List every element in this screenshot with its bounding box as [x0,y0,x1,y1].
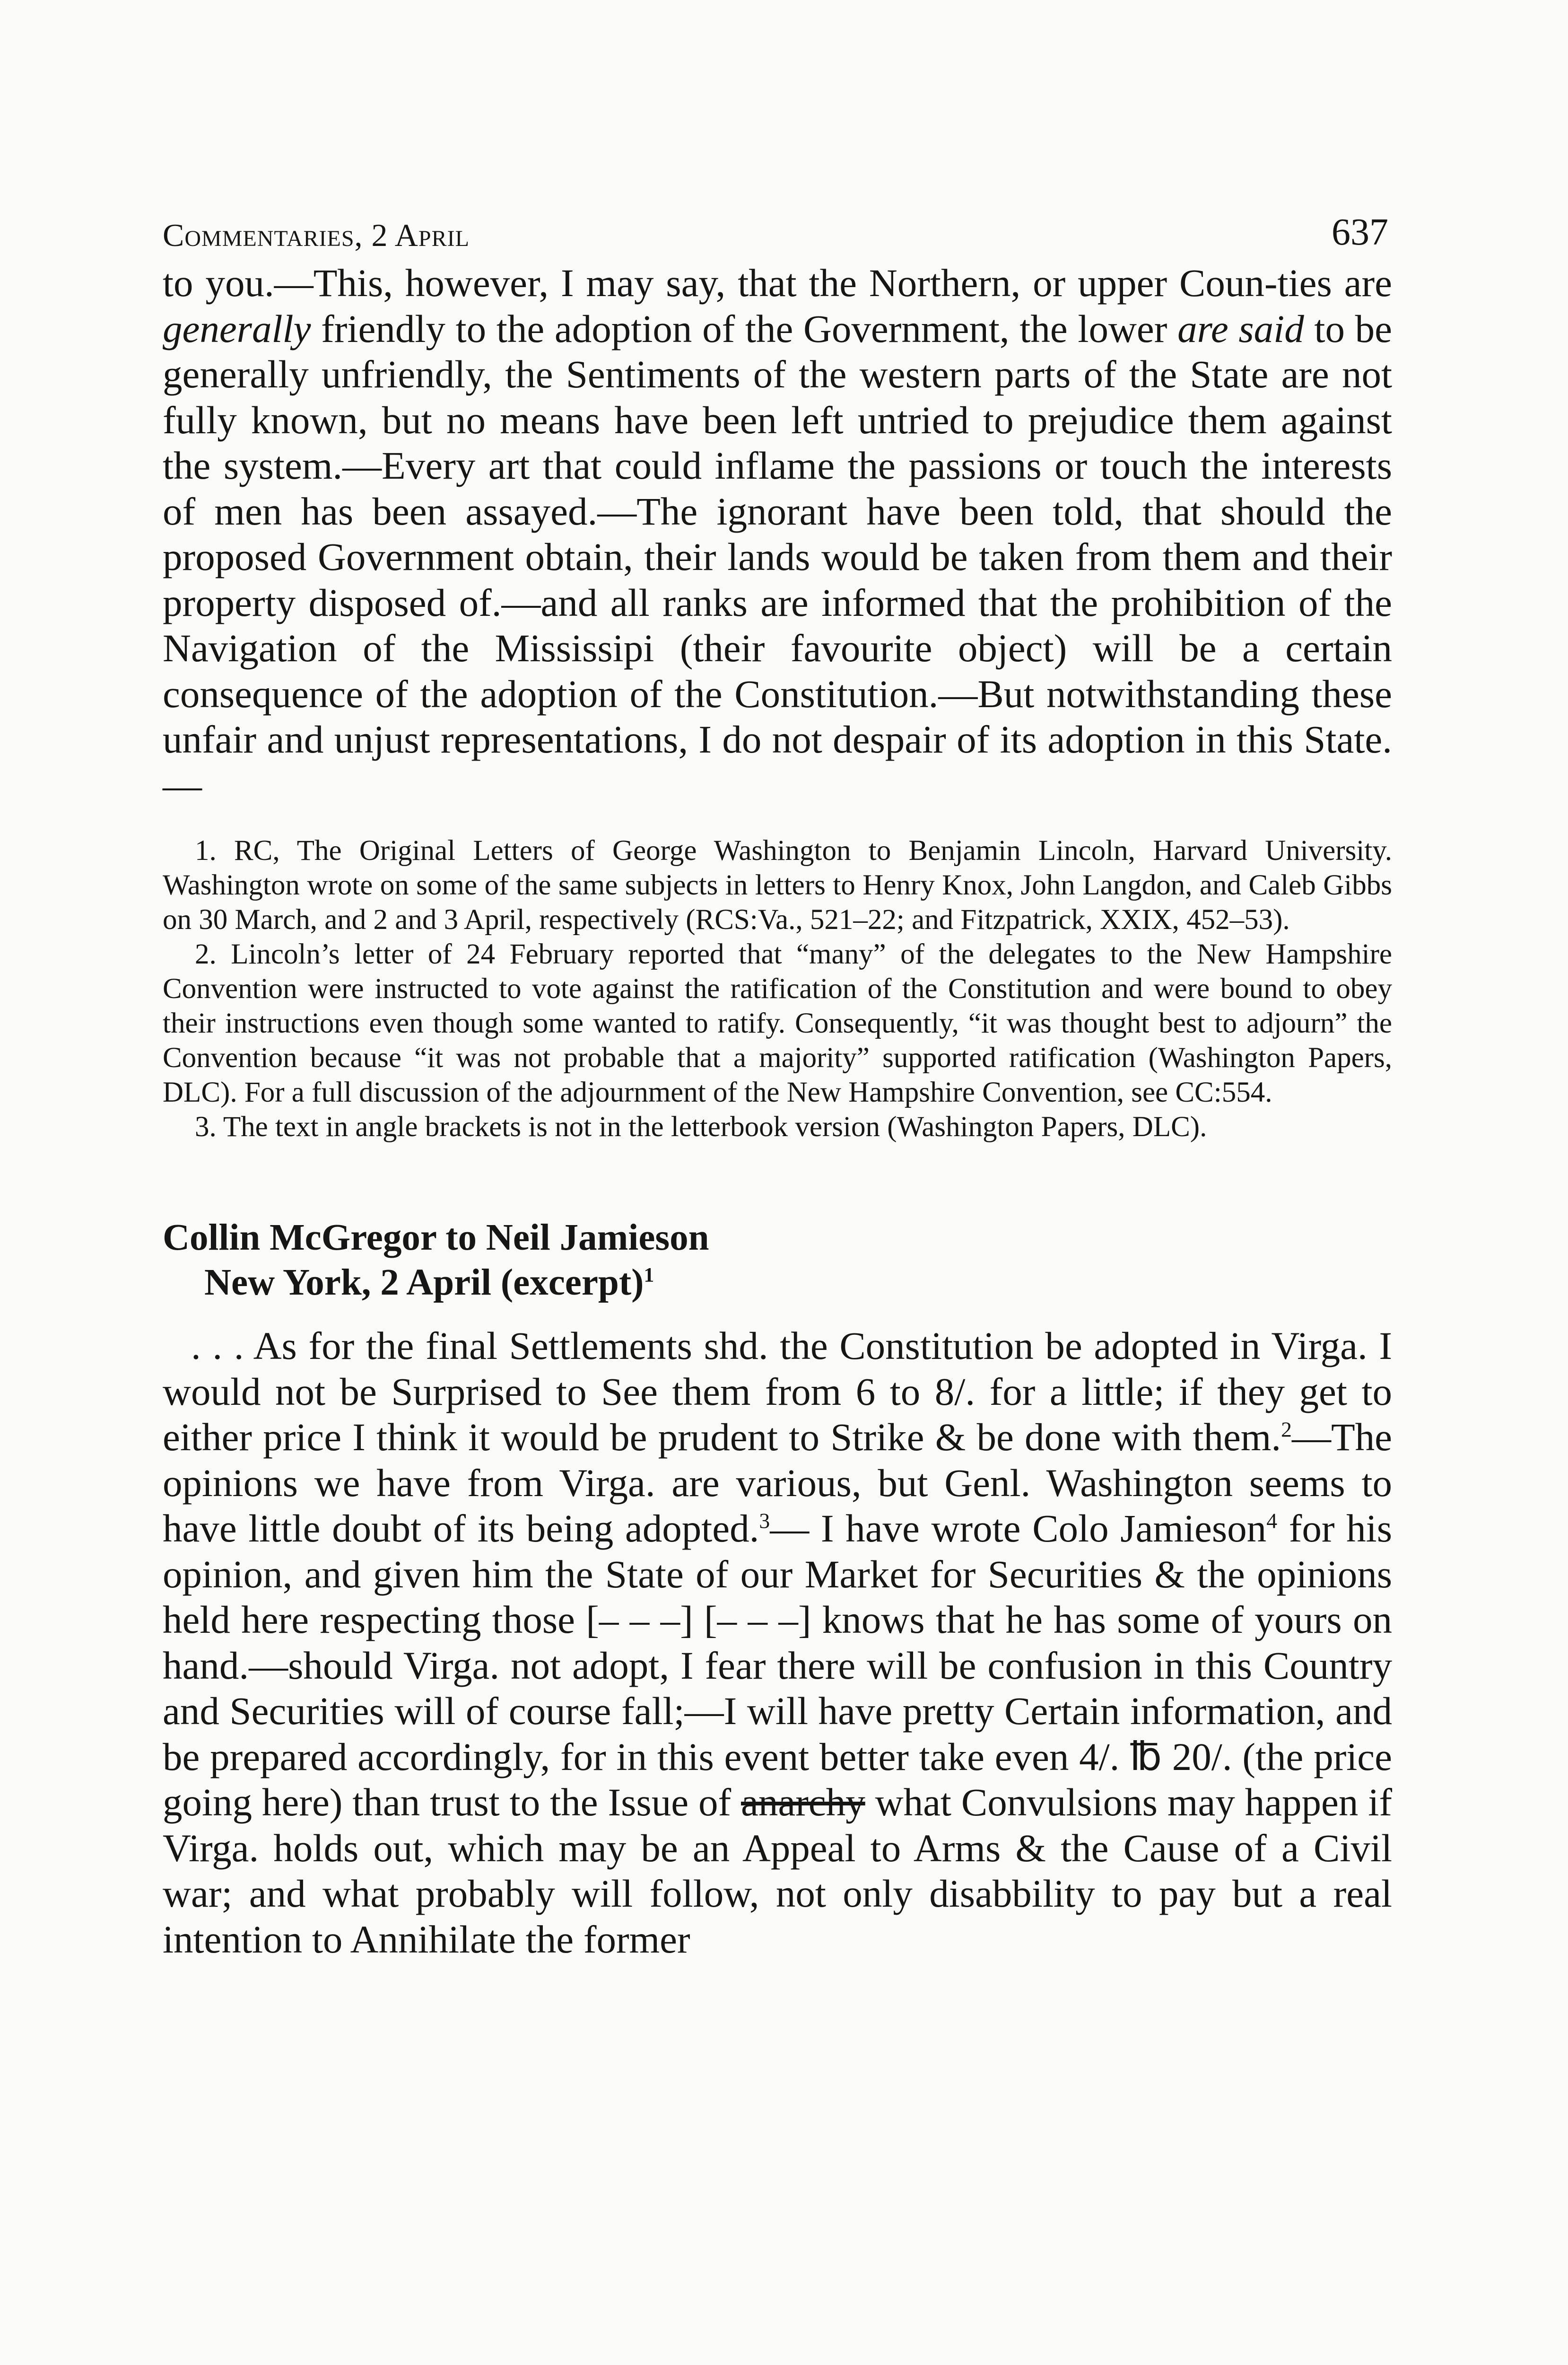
note-3: 3. The text in angle brackets is not in the letterbook version (Washington Papers, DLC). [195,1111,1207,1143]
running-title: Commentaries, 2 April [163,217,470,253]
heading-line-2: New York, 2 April (excerpt)$^1$ [204,1262,654,1303]
note-1: 1. RC, The Original Letters of George Washington to Benjamin Lincoln, Harvard University. Washington wrote on some of the same subjects in letters to Henry Knox, John Langdon, and Caleb Gibbs on 30 March, and 2 and 3 April, respectively (RCS:Va., 521–22; and Fitzpatrick, XXIX, 452–53). [163,835,1392,936]
page-number: 637 [1332,211,1388,253]
continued-letter-text [163,260,1392,808]
book-page [163,208,1392,1962]
emphasis-generally: generally [163,307,311,350]
continued-paragraph: to you.—This, however, I may say, that the Northern, or upper Coun-ties are generally friendly to the adoption of the Government, the lower are said to be generally unfriendly, the Sentiments of the western parts of the State are not fully known, but no means have been left untried to prejudice them against the system.—Every art that could inflame the passions or touch the interests of men has been assayed.—The ignorant have been told, that should the proposed Government obtain, their lands would be taken from them and their property disposed of.—and all ranks are informed that the prohibition of the Navigation of the Mississipi (their favourite object) will be a certain consequence of the adoption of the Constitution.—But notwithstanding these unfair and unjust representations, I do not despair of its adoption in this State.— [163,261,1393,807]
footnote-marker: 4 [1266,1508,1278,1533]
note-2: 2. Lincoln’s letter of 24 February reported that “many” of the delegates to the New Hampshire Convention were instructed to vote against the ratification of the Constitution and were bound to obey their instructions even though some wanted to ratify. Consequently, “it was thought best to adjourn” the Convention because “it was not probable that a majority” supported ratification (Washington Papers, DLC). For a full discussion of the adjournment of the New Hampshire Convention, see CC:554. [163,938,1392,1108]
letter-excerpt [163,1323,1392,1962]
running-head [163,208,1392,260]
footnote-marker: 3 [759,1508,770,1533]
editorial-notes [163,833,1392,1144]
footnote-marker: 1 [644,1263,654,1287]
struck-word: anarchy [741,1780,865,1824]
document-heading [163,1215,1392,1305]
footnote-marker: 2 [1281,1417,1292,1442]
emphasis-are-said: are said [1177,307,1304,350]
excerpt-paragraph: . . . As for the final Settlements shd. the Constitution be adopted in Virga. I would not be Surprised to See them from 6 to 8/. for a little; if they get to either price I think it would be prudent to Strike & be done with them.$^2$—The opinions we have from Virga. are various, but Genl. Washington seems to have little doubt of its being adopted.$^3$— I have wrote Colo Jamieson$^4$ for his opinion, and given him the State of our Market for Securities & the opinions held here respecting those [– – –] [– – –] knows that he has some of yours on hand.—should Virga. not adopt, I fear there will be confusion in this Country and Securities will of course fall;—I will have pretty Certain information, and be prepared accordingly, for in this event better take even 4/. ℔ 20/. (the price going here) than trust to the Issue of anarchy what Convulsions may happen if Virga. holds out, which may be an Appeal to Arms & the Cause of a Civil war; and what probably will follow, not only disabbility to pay but a real intention to Annihilate the former [163,1324,1393,1961]
heading-line-1: Collin McGregor to Neil Jamieson [163,1217,709,1258]
